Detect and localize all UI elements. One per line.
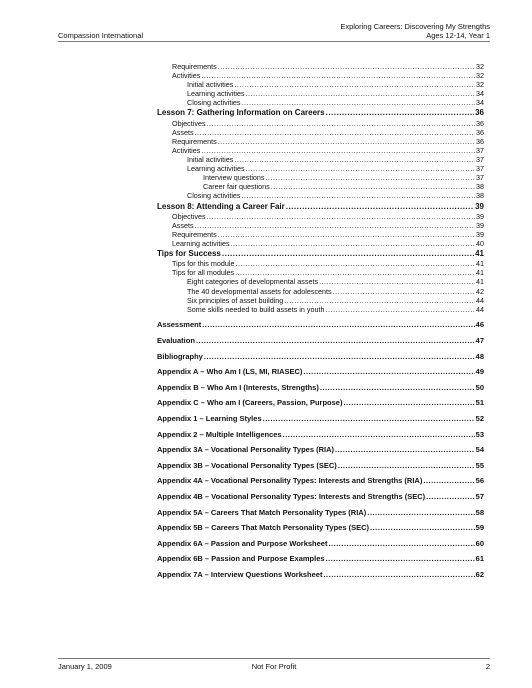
toc-dot-leader bbox=[426, 492, 475, 501]
toc-dot-leader bbox=[325, 305, 475, 314]
toc-entry-title: Activities bbox=[172, 71, 201, 81]
toc-entry-page: 42 bbox=[476, 286, 484, 296]
toc-entry-title: Appendix 7A – Interview Questions Worksheet bbox=[157, 569, 323, 579]
toc-entry-title: Tips for this module bbox=[172, 259, 235, 269]
toc-dot-leader bbox=[326, 107, 475, 118]
toc-entry-title: Initial activities bbox=[187, 155, 234, 165]
toc-entry-page: 36 bbox=[476, 136, 484, 146]
toc-dot-leader bbox=[204, 352, 475, 361]
toc-dot-leader bbox=[335, 445, 475, 454]
toc-entry-title: Requirements bbox=[172, 62, 217, 71]
toc-entry[interactable] bbox=[157, 305, 484, 314]
toc-dot-leader bbox=[218, 62, 475, 71]
toc-dot-leader bbox=[323, 570, 474, 579]
toc-dot-leader bbox=[242, 98, 475, 107]
toc-entry-page: 32 bbox=[476, 80, 484, 90]
toc-entry-page: 52 bbox=[475, 414, 484, 424]
toc-entry[interactable] bbox=[157, 182, 484, 191]
toc-entry[interactable] bbox=[157, 508, 484, 517]
toc-entry-title: The 40 developmental assets for adolescents bbox=[187, 286, 332, 296]
toc-entry-title: Objectives bbox=[172, 118, 206, 128]
toc-dot-leader bbox=[423, 476, 474, 485]
toc-dot-leader bbox=[370, 523, 475, 532]
toc-entry[interactable] bbox=[157, 239, 484, 248]
toc-entry-title: Initial activities bbox=[187, 80, 234, 90]
toc-entry[interactable] bbox=[157, 476, 484, 485]
toc-entry[interactable] bbox=[157, 119, 484, 128]
toc-dot-leader bbox=[333, 287, 475, 296]
toc-entry-page: 38 bbox=[476, 182, 484, 192]
toc-entry[interactable] bbox=[157, 230, 484, 239]
toc-entry-page: 46 bbox=[475, 320, 484, 330]
toc-entry-title: Interview questions bbox=[203, 173, 265, 183]
toc-entry-title: Appendix 4B – Vocational Personality Types: Interests and Strengths (SEC) bbox=[157, 491, 426, 501]
toc-entry-page: 34 bbox=[476, 98, 484, 108]
toc-entry-page: 37 bbox=[476, 164, 484, 174]
toc-entry[interactable] bbox=[157, 383, 484, 392]
toc-entry-page: 37 bbox=[476, 145, 484, 155]
toc-entry-page: 36 bbox=[476, 127, 484, 137]
toc-entry-page: 51 bbox=[475, 398, 484, 408]
toc-dot-leader bbox=[328, 539, 474, 548]
organization-name: Compassion International bbox=[58, 31, 144, 40]
toc-dot-leader bbox=[320, 383, 475, 392]
toc-entry-title: Assessment bbox=[157, 320, 202, 330]
toc-entry-page: 57 bbox=[475, 491, 484, 501]
toc-entry-page: 32 bbox=[476, 62, 484, 71]
toc-entry-page: 59 bbox=[475, 523, 484, 533]
toc-dot-leader bbox=[263, 414, 475, 423]
toc-entry-title: Appendix 4A – Vocational Personality Types: Interests and Strengths (RIA) bbox=[157, 476, 423, 486]
toc-dot-leader bbox=[222, 248, 474, 259]
toc-entry[interactable] bbox=[157, 492, 484, 501]
toc-entry-title: Tips for Success bbox=[157, 249, 221, 259]
toc-dot-leader bbox=[271, 182, 475, 191]
toc-entry-title: Bibliography bbox=[157, 351, 203, 361]
document-title-block bbox=[340, 22, 490, 40]
toc-entry[interactable] bbox=[157, 89, 484, 98]
toc-dot-leader bbox=[195, 221, 475, 230]
toc-entry[interactable] bbox=[157, 164, 484, 173]
toc-dot-leader bbox=[303, 367, 474, 376]
toc-entry-title: Lesson 8: Attending a Career Fair bbox=[157, 201, 285, 211]
toc-entry[interactable] bbox=[157, 201, 484, 212]
toc-entry[interactable] bbox=[157, 539, 484, 548]
toc-entry-title: Assets bbox=[172, 220, 194, 230]
toc-entry-page: 48 bbox=[475, 351, 484, 361]
toc-entry[interactable] bbox=[157, 80, 484, 89]
toc-entry-title: Lesson 7: Gathering Information on Careers bbox=[157, 108, 325, 118]
toc-entry[interactable] bbox=[157, 128, 484, 137]
page-footer bbox=[58, 662, 490, 672]
toc-entry[interactable] bbox=[157, 155, 484, 164]
toc-entry-page: 41 bbox=[476, 268, 484, 278]
toc-entry-title: Learning activities bbox=[187, 164, 245, 174]
toc-entry[interactable] bbox=[157, 430, 484, 439]
toc-dot-leader bbox=[195, 128, 475, 137]
toc-dot-leader bbox=[196, 336, 475, 345]
toc-entry-title: Tips for all modules bbox=[172, 268, 235, 278]
table-of-contents bbox=[157, 62, 484, 579]
toc-entry-page: 47 bbox=[475, 336, 484, 346]
toc-entry-page: 37 bbox=[476, 173, 484, 183]
toc-dot-leader bbox=[235, 268, 475, 277]
toc-entry-title: Appendix 3A – Vocational Personality Types (RIA) bbox=[157, 445, 334, 455]
toc-entry-title: Appendix 5B – Careers That Match Personality Types (SEC) bbox=[157, 523, 370, 533]
toc-entry[interactable] bbox=[157, 62, 484, 71]
toc-entry-page: 36 bbox=[476, 118, 484, 128]
toc-entry-page: 39 bbox=[476, 229, 484, 239]
document-subtitle: Ages 12-14, Year 1 bbox=[426, 31, 490, 40]
toc-entry[interactable] bbox=[157, 320, 484, 329]
toc-dot-leader bbox=[283, 430, 475, 439]
toc-entry-title: Activities bbox=[172, 145, 201, 155]
footer-divider bbox=[58, 658, 490, 659]
toc-entry-title: Appendix C – Who am I (Careers, Passion, Purpose) bbox=[157, 398, 343, 408]
toc-dot-leader bbox=[201, 146, 475, 155]
toc-entry-page: 41 bbox=[476, 277, 484, 287]
toc-entry-title: Appendix 6B – Passion and Purpose Examples bbox=[157, 554, 325, 564]
toc-entry-title: Evaluation bbox=[157, 336, 195, 346]
toc-entry-title: Objectives bbox=[172, 211, 206, 221]
toc-entry-page: 44 bbox=[476, 295, 484, 305]
toc-entry-page: 41 bbox=[475, 249, 484, 259]
toc-dot-leader bbox=[234, 80, 475, 89]
toc-dot-leader bbox=[284, 296, 475, 305]
toc-entry-title: Assets bbox=[172, 127, 194, 137]
footer-date: January 1, 2009 bbox=[58, 662, 112, 671]
toc-entry[interactable] bbox=[157, 352, 484, 361]
toc-dot-leader bbox=[207, 119, 475, 128]
toc-dot-leader bbox=[242, 191, 475, 200]
toc-entry[interactable] bbox=[157, 336, 484, 345]
toc-entry[interactable] bbox=[157, 277, 484, 286]
toc-entry-title: Requirements bbox=[172, 136, 217, 146]
toc-dot-leader bbox=[231, 239, 475, 248]
toc-entry-title: Learning activities bbox=[187, 89, 245, 99]
toc-entry-page: 60 bbox=[475, 538, 484, 548]
toc-entry[interactable] bbox=[157, 221, 484, 230]
toc-entry[interactable] bbox=[157, 414, 484, 423]
toc-entry-page: 41 bbox=[476, 259, 484, 269]
toc-entry[interactable] bbox=[157, 268, 484, 277]
toc-dot-leader bbox=[218, 230, 475, 239]
toc-entry-title: Six principles of asset building bbox=[187, 295, 284, 305]
page-header bbox=[58, 22, 490, 40]
toc-entry[interactable] bbox=[157, 398, 484, 407]
toc-entry-page: 38 bbox=[476, 191, 484, 201]
toc-entry-title: Appendix A – Who Am I (LS, MI, RIASEC) bbox=[157, 367, 303, 377]
toc-entry-page: 56 bbox=[475, 476, 484, 486]
toc-dot-leader bbox=[234, 155, 475, 164]
toc-entry-title: Appendix 3B – Vocational Personality Types (SEC) bbox=[157, 460, 337, 470]
toc-entry[interactable] bbox=[157, 570, 484, 579]
toc-entry-title: Eight categories of developmental assets bbox=[187, 277, 319, 287]
toc-entry-page: 34 bbox=[476, 89, 484, 99]
toc-entry[interactable] bbox=[157, 173, 484, 182]
toc-entry-title: Learning activities bbox=[172, 239, 230, 248]
toc-dot-leader bbox=[367, 508, 474, 517]
toc-dot-leader bbox=[319, 277, 475, 286]
toc-entry[interactable] bbox=[157, 107, 484, 118]
toc-entry-page: 32 bbox=[476, 71, 484, 81]
toc-entry-title: Closing activities bbox=[187, 98, 241, 108]
toc-entry-page: 61 bbox=[475, 554, 484, 564]
toc-entry-page: 37 bbox=[476, 155, 484, 165]
toc-entry-page: 39 bbox=[476, 220, 484, 230]
toc-entry-page: 53 bbox=[475, 429, 484, 439]
toc-entry-page: 36 bbox=[475, 108, 484, 118]
toc-entry-title: Some skills needed to build assets in youth bbox=[187, 304, 325, 314]
toc-dot-leader bbox=[207, 212, 475, 221]
page-number: 2 bbox=[485, 662, 490, 671]
toc-entry[interactable] bbox=[157, 523, 484, 532]
toc-dot-leader bbox=[201, 71, 475, 80]
toc-entry-title: Closing activities bbox=[187, 191, 241, 201]
toc-entry-title: Requirements bbox=[172, 229, 217, 239]
toc-entry[interactable] bbox=[157, 367, 484, 376]
toc-entry-page: 54 bbox=[475, 445, 484, 455]
toc-entry-title: Appendix 6A – Passion and Purpose Worksheet bbox=[157, 538, 328, 548]
toc-dot-leader bbox=[326, 554, 475, 563]
toc-entry-page: 50 bbox=[475, 382, 484, 392]
toc-entry-page: 39 bbox=[476, 211, 484, 221]
toc-entry-page: 58 bbox=[475, 507, 484, 517]
toc-entry[interactable] bbox=[157, 259, 484, 268]
toc-dot-leader bbox=[218, 137, 475, 146]
document-title: Exploring Careers: Discovering My Strengths bbox=[340, 22, 490, 31]
toc-dot-leader bbox=[235, 259, 475, 268]
toc-entry-title: Appendix 5A – Careers That Match Personality Types (RIA) bbox=[157, 507, 367, 517]
toc-entry-page: 62 bbox=[475, 569, 484, 579]
toc-entry-title: Appendix 2 – Multiple Intelligences bbox=[157, 429, 282, 439]
toc-dot-leader bbox=[338, 461, 475, 470]
toc-entry-title: Career fair questions bbox=[203, 182, 270, 192]
toc-entry[interactable] bbox=[157, 248, 484, 259]
toc-dot-leader bbox=[246, 89, 475, 98]
toc-entry-page: 44 bbox=[476, 304, 484, 314]
toc-dot-leader bbox=[246, 164, 475, 173]
toc-entry[interactable] bbox=[157, 191, 484, 200]
toc-entry-page: 49 bbox=[475, 367, 484, 377]
toc-entry[interactable] bbox=[157, 137, 484, 146]
toc-entry-page: 40 bbox=[476, 239, 484, 248]
toc-dot-leader bbox=[202, 320, 474, 329]
toc-entry-page: 55 bbox=[475, 460, 484, 470]
toc-entry[interactable] bbox=[157, 98, 484, 107]
toc-entry[interactable] bbox=[157, 445, 484, 454]
toc-entry[interactable] bbox=[157, 212, 484, 221]
toc-entry-title: Appendix B – Who Am I (Interests, Strengths) bbox=[157, 382, 319, 392]
header-divider bbox=[58, 41, 490, 42]
toc-dot-leader bbox=[343, 398, 474, 407]
toc-entry[interactable] bbox=[157, 461, 484, 470]
toc-entry[interactable] bbox=[157, 146, 484, 155]
toc-entry-page: 39 bbox=[475, 201, 484, 211]
toc-entry[interactable] bbox=[157, 287, 484, 296]
toc-entry-title: Appendix 1 – Learning Styles bbox=[157, 414, 262, 424]
toc-entry[interactable] bbox=[157, 554, 484, 563]
footer-center-text: Not For Profit bbox=[251, 662, 297, 671]
toc-entry[interactable] bbox=[157, 71, 484, 80]
toc-dot-leader bbox=[286, 201, 474, 212]
toc-dot-leader bbox=[266, 173, 475, 182]
toc-entry[interactable] bbox=[157, 296, 484, 305]
